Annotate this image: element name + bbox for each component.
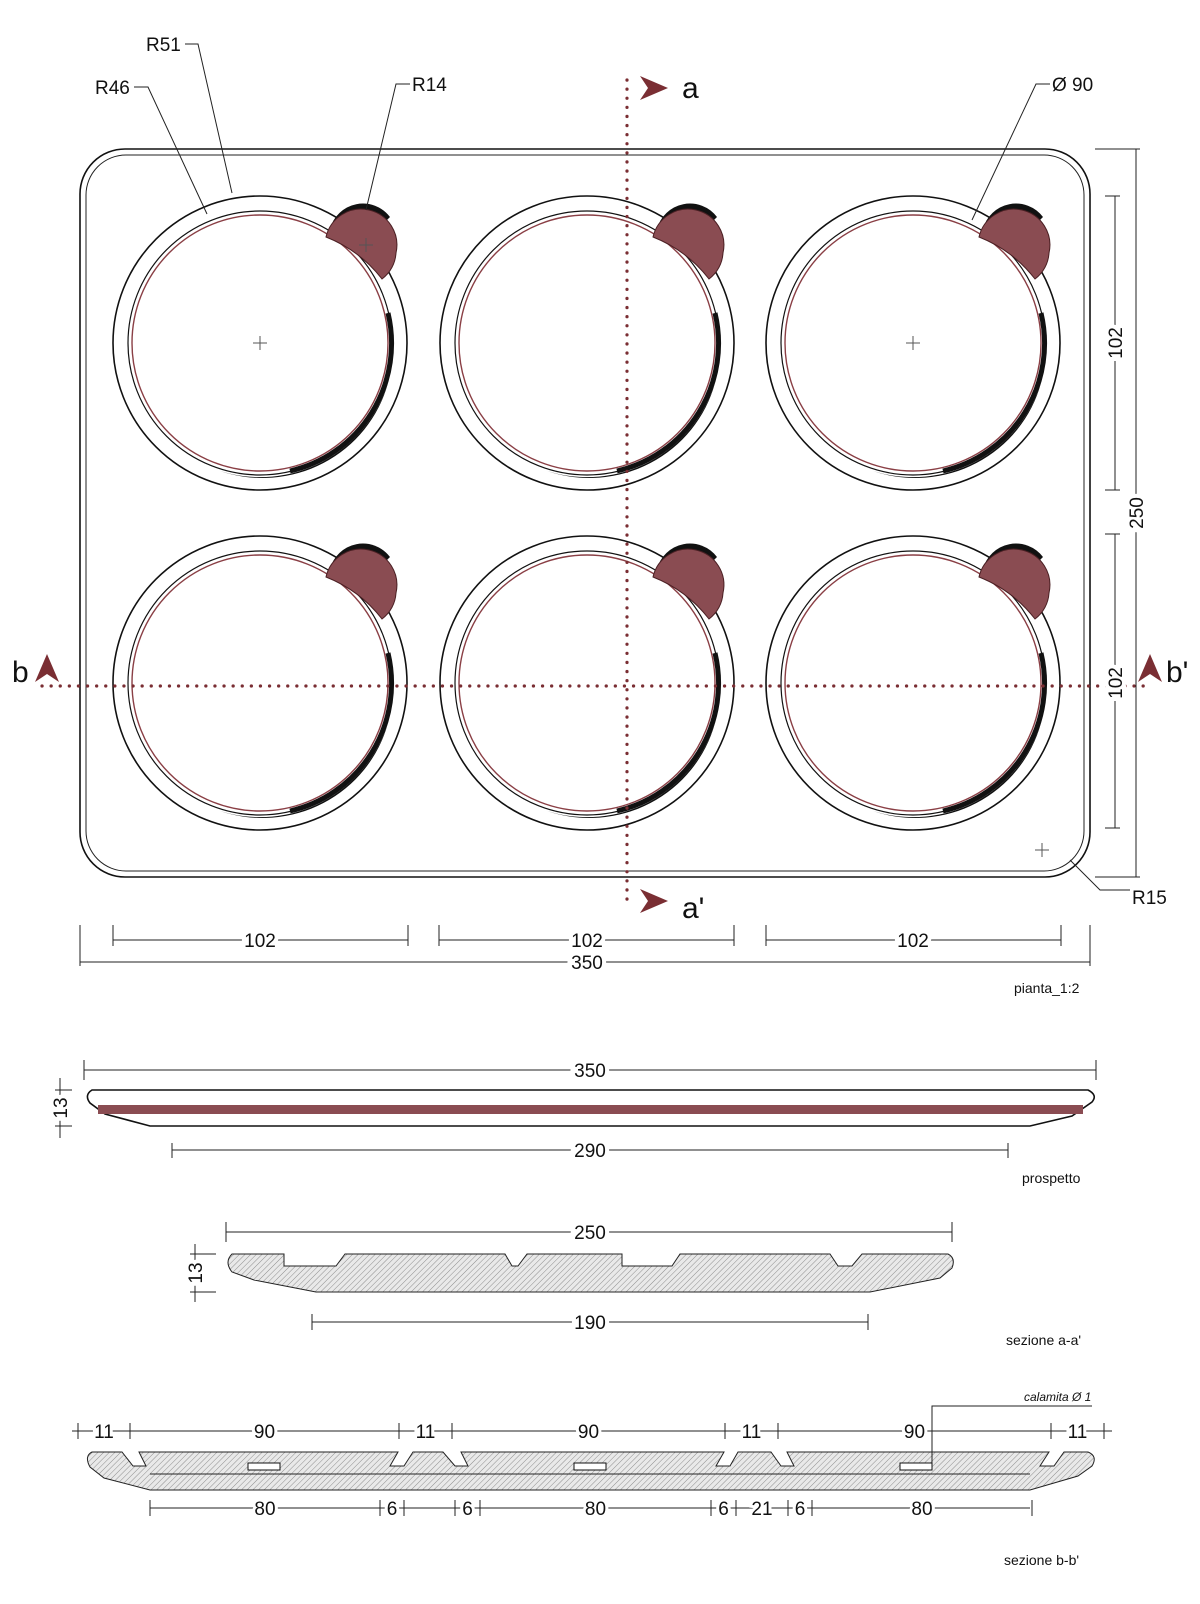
arrow-a-icon: [640, 76, 668, 100]
elevation-view: [51, 1060, 1096, 1186]
label-r15: R15: [1132, 888, 1167, 909]
magnet-note: calamita Ø 1: [1024, 1390, 1092, 1404]
plan-view: [12, 35, 1188, 996]
section-b-top-dim-1: 11: [94, 1422, 114, 1443]
section-a-dim-top: 250: [574, 1223, 606, 1244]
well-4: [113, 536, 407, 830]
section-b-top-dim-3: 11: [415, 1422, 436, 1443]
elevation-accent-band: [98, 1105, 1083, 1114]
section-a-dim-bottom: 190: [574, 1313, 606, 1334]
magnet-2: [574, 1463, 606, 1470]
section-label-a: a: [682, 72, 699, 105]
wells: [113, 196, 1060, 857]
dim-well-width-3: 102: [897, 931, 929, 952]
section-b-top-dims: [94, 1422, 1087, 1443]
dim-total-height: 250: [1127, 497, 1148, 529]
section-b-top-dim-2: 90: [253, 1422, 276, 1443]
section-b-view: [72, 1390, 1112, 1568]
dim-well-width-1: 102: [244, 931, 276, 952]
section-b-bottom-dim-5: 6: [718, 1499, 729, 1520]
arrow-b-prime-icon: [1138, 654, 1162, 682]
magnet-1: [248, 1463, 280, 1470]
section-b-top-dim-5: 11: [741, 1422, 762, 1443]
magnet-3: [900, 1463, 932, 1470]
section-a-view: [186, 1222, 1081, 1348]
plan-caption: pianta_1:2: [1014, 980, 1080, 996]
elevation-dim-bottom: 290: [574, 1141, 606, 1162]
well-2: [440, 196, 734, 490]
plan-horizontal-dims: [80, 925, 1090, 974]
section-b-bottom-dim-4: 80: [584, 1499, 607, 1520]
label-r46: R46: [95, 78, 130, 99]
section-b-top-dim-7: 11: [1067, 1422, 1088, 1443]
label-r51: R51: [146, 35, 181, 56]
section-b-top-dim-6: 90: [903, 1422, 926, 1443]
well-5: [440, 536, 734, 830]
section-b-profile: [87, 1452, 1094, 1490]
section-b-bottom-dim-8: 80: [911, 1499, 933, 1520]
section-b-bottom-dim-6: 21: [751, 1499, 773, 1520]
section-b-bottom-dim-1: 80: [254, 1499, 276, 1520]
plan-vertical-dims: [1095, 149, 1148, 877]
section-label-a-prime: a': [682, 892, 705, 925]
section-a-caption: sezione a-a': [1006, 1332, 1082, 1348]
label-r14: R14: [412, 75, 447, 96]
section-b-caption: sezione b-b': [1004, 1552, 1080, 1568]
section-b-bottom-dim-2: 6: [386, 1499, 398, 1520]
section-label-b-prime: b': [1166, 656, 1189, 689]
arrow-b-icon: [35, 654, 59, 682]
elevation-dim-top: 350: [574, 1061, 606, 1082]
dim-well-height-2: 102: [1106, 667, 1127, 699]
elevation-dim-thickness: 13: [51, 1097, 72, 1119]
section-a-dim-thickness: 13: [186, 1262, 207, 1284]
center-mark: [1035, 843, 1049, 857]
label-diameter: Ø 90: [1052, 75, 1094, 96]
section-label-b: b: [12, 656, 29, 689]
dim-well-width-2: 102: [571, 931, 603, 952]
arrow-a-prime-icon: [640, 889, 668, 913]
elevation-caption: prospetto: [1022, 1170, 1081, 1186]
section-b-bottom-dims: [254, 1499, 932, 1520]
section-a-profile: [228, 1254, 953, 1292]
dim-total-width: 350: [571, 953, 603, 974]
section-b-top-dim-4: 90: [577, 1422, 600, 1443]
section-b-bottom-dim-3: 6: [462, 1499, 473, 1520]
section-b-bottom-dim-7: 6: [794, 1499, 806, 1520]
well-6: [766, 536, 1060, 830]
dim-well-height-1: 102: [1106, 327, 1127, 359]
